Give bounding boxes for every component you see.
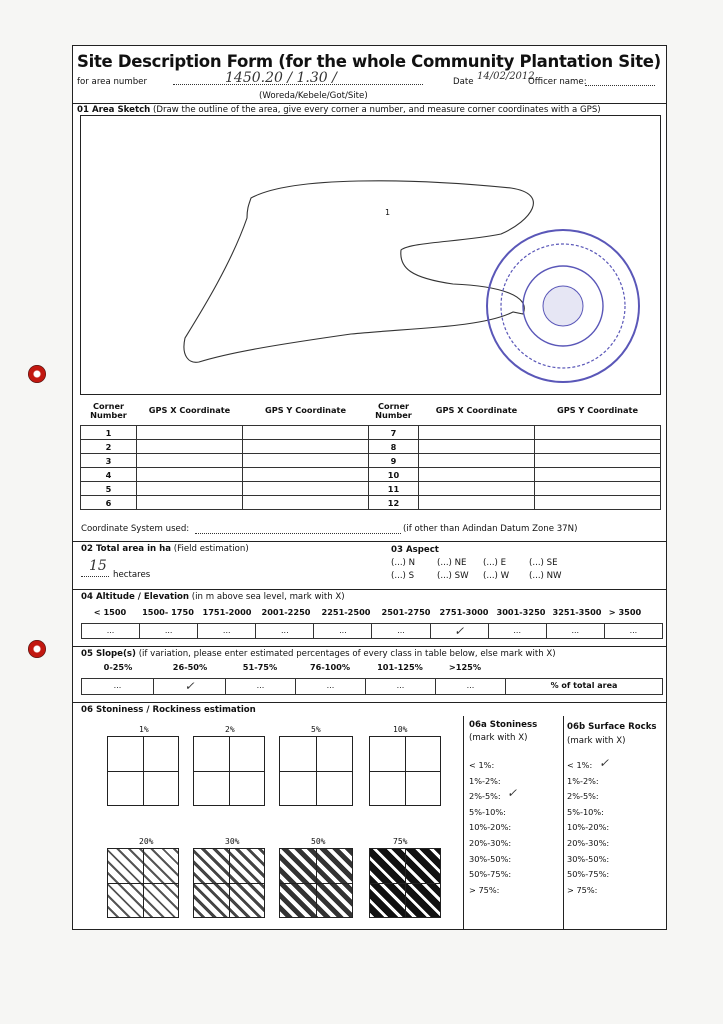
col-gps-y-2: GPS Y Coordinate (556, 405, 639, 416)
stoniness-sample-30 (193, 848, 265, 918)
surface-rock-mark: ✓ (599, 756, 610, 770)
stone-label-30: 30% (225, 837, 240, 846)
officer-label: Officer name: (528, 77, 587, 87)
section05-title: 05 Slope(s) (81, 649, 136, 659)
col-gps-y: GPS Y Coordinate (264, 405, 347, 416)
section01-instruction: (Draw the outline of the area, give every corner a number, and measure corner coordinates with a GPS) (153, 105, 601, 115)
stone-label-1: 1% (139, 725, 149, 734)
section06b-title: 06b Surface Rocks (567, 722, 657, 732)
sketch-corner-mark: 1 (385, 208, 391, 217)
total-area-value: 15 (89, 558, 107, 574)
col-corner-number: Corner Number (90, 400, 127, 420)
table-row: 1 7 (81, 426, 661, 440)
slope-total-label: % of total area (550, 681, 618, 690)
coordinate-system-note: (if other than Adindan Datum Zone 37N) (403, 524, 578, 534)
stoniness-sample-2 (193, 736, 265, 806)
col-corner-number-2: Corner Number (375, 400, 412, 420)
area-number-label: for area number (77, 77, 147, 87)
stoniness-sample-50 (279, 848, 353, 918)
section04-title: 04 Altitude / Elevation (81, 592, 190, 602)
stoniness-sample-5 (279, 736, 353, 806)
section03-title: 03 Aspect (391, 545, 439, 555)
punch-hole-bottom (28, 640, 46, 658)
stone-label-50: 50% (311, 837, 326, 846)
section02-title: 02 Total area in ha (81, 544, 172, 554)
surface-rock-classes: < 1%: 1%-2%: 2%-5%: 5%-10%: 10%-20%: 20%-30%: 30%-50%: 50%-75%: > 75%: (567, 760, 610, 895)
corner-coordinates-table (80, 397, 661, 510)
col-gps-x: GPS X Coordinate (148, 405, 231, 416)
aspect-sw: (...) SW (437, 571, 469, 581)
stone-label-20: 20% (139, 837, 154, 846)
stone-label-2: 2% (225, 725, 235, 734)
date-label: Date (453, 77, 474, 87)
slope-classes: 0-25% 26-50% 51-75% 76-100% 101-125% >125% (103, 662, 482, 672)
aspect-s: (...) S (391, 571, 415, 581)
site-description-form (72, 45, 667, 930)
area-sketch-box (80, 115, 661, 395)
area-number-value: 1450.20 / 1.30 / (225, 70, 337, 86)
section04-note: (in m above sea level, mark with X) (191, 592, 345, 602)
table-row: 5 11 (81, 482, 661, 496)
stoniness-sample-10 (369, 736, 441, 806)
stoniness-sample-20 (107, 848, 179, 918)
punch-hole-top (28, 365, 46, 383)
section06-title: 06 Stoniness / Rockiness estimation (81, 705, 256, 715)
section01-title: 01 Area Sketch (77, 105, 151, 115)
section06a-sub: (mark with X) (469, 733, 528, 743)
section02-note: (Field estimation) (173, 544, 249, 554)
section06b-sub: (mark with X) (567, 736, 626, 746)
aspect-e: (...) E (483, 558, 507, 568)
aspect-ne: (...) NE (437, 558, 467, 568)
date-value: 14/02/2012 (477, 71, 535, 82)
total-area-unit: hectares (113, 570, 151, 580)
section05-note: (if variation, please enter estimated percentages of every class in table below, else mark with X) (138, 649, 556, 659)
coordinate-system-label: Coordinate System used: (81, 524, 190, 534)
area-sketch-drawing (81, 116, 660, 394)
area-number-sub: (Woreda/Kebele/Got/Site) (259, 91, 368, 101)
slope-mark-row: ... ✓ ... ... ... ... % of total area (81, 678, 663, 695)
stone-label-5: 5% (311, 725, 321, 734)
stoniness-sample-1 (107, 736, 179, 806)
aspect-nw: (...) NW (529, 571, 562, 581)
aspect-se: (...) SE (529, 558, 558, 568)
section06a-title: 06a Stoniness (469, 720, 538, 730)
table-row: 6 12 (81, 496, 661, 510)
table-row: 3 9 (81, 454, 661, 468)
stoniness-mark: ✓ (507, 786, 518, 800)
col-gps-x-2: GPS X Coordinate (435, 405, 518, 416)
form-title: Site Description Form (for the whole Community Plantation Site) (77, 52, 661, 71)
stone-label-10: 10% (393, 725, 408, 734)
altitude-mark-row: ... ... ... ... ... ... ✓ ... ... ... (81, 623, 663, 639)
table-row: 4 10 (81, 468, 661, 482)
altitude-classes: < 1500 1500- 1750 1751-2000 2001-2250 2251-2500 2501-2750 2751-3000 3001-3250 3251-3500 > 3500 (93, 607, 642, 617)
official-stamp (487, 230, 639, 382)
table-row: 2 8 (81, 440, 661, 454)
stoniness-classes: < 1%: 1%-2%: 2%-5%: 5%-10%: 10%-20%: 20%-30%: 30%-50%: 50%-75%: > 75%: (469, 760, 512, 895)
stoniness-sample-75 (369, 848, 441, 918)
stone-label-75: 75% (393, 837, 408, 846)
aspect-w: (...) W (483, 571, 510, 581)
aspect-n: (...) N (391, 558, 416, 568)
